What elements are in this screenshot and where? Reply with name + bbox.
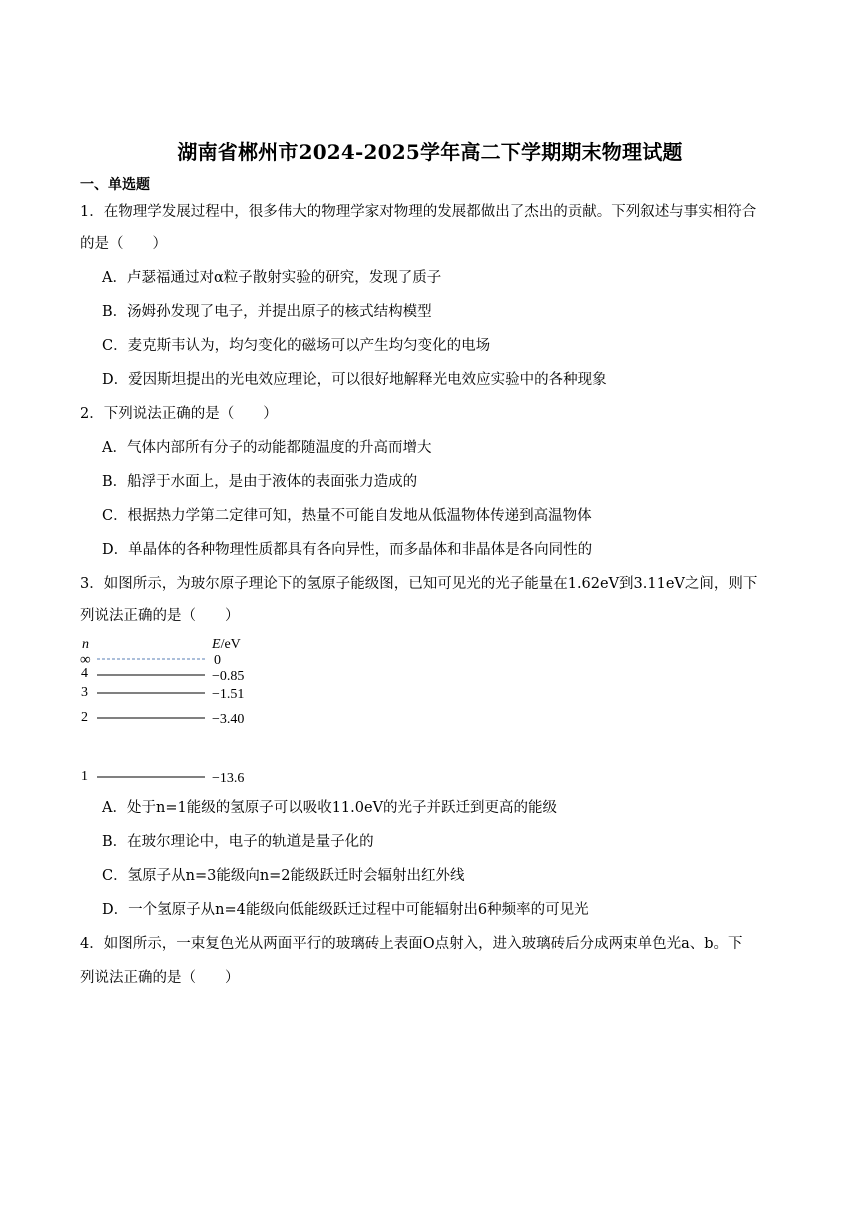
option-text: 卢瑟福通过对α粒子散射实验的研究，发现了质子: [126, 270, 442, 286]
level-1-n: 1: [81, 769, 88, 784]
energy-unit: /eV: [220, 637, 241, 652]
option-text: 氢原子从n=3能级向n=2能级跃迁时会辐射出红外线: [127, 868, 465, 884]
question-1-option-d: [102, 370, 607, 390]
question-2-stem-line-1: 2．下列说法正确的是（ ）: [80, 406, 278, 422]
option-letter: C．: [102, 338, 128, 354]
question-3-stem-line-2: 列说法正确的是（ ）: [80, 608, 240, 624]
question-2-option-b: [102, 472, 417, 492]
option-letter: C．: [102, 508, 128, 524]
level-3-n: 3: [81, 685, 88, 700]
level-inf-energy: 0: [214, 653, 221, 668]
option-letter: D．: [102, 542, 129, 558]
option-letter: A．: [102, 270, 127, 286]
question-4-stem-line-2: 列说法正确的是（ ）: [80, 970, 240, 986]
n-axis-label: n: [82, 637, 89, 652]
energy-level-diagram: [72, 634, 282, 786]
question-3-option-c: [102, 866, 465, 886]
level-2-energy: −3.40: [212, 712, 245, 727]
option-letter: B．: [102, 304, 128, 320]
question-3-option-b: [102, 832, 374, 852]
page-title: 湖南省郴州市2024-2025学年高二下学期期末物理试题: [177, 140, 683, 164]
option-text: 爱因斯坦提出的光电效应理论，可以很好地解释光电效应实验中的各种现象: [128, 372, 607, 388]
level-1-energy: −13.6: [212, 771, 245, 786]
option-letter: A．: [102, 440, 127, 456]
option-text: 汤姆孙发现了电子，并提出原子的核式结构模型: [127, 304, 432, 320]
option-text: 单晶体的各种物理性质都具有各向异性，而多晶体和非晶体是各向同性的: [128, 542, 593, 558]
question-4-stem-line-1: 4．如图所示，一束复色光从两面平行的玻璃砖上表面O点射入，进入玻璃砖后分成两束单色光a、b。下: [80, 936, 743, 952]
question-2-option-d: [102, 540, 592, 560]
question-1-option-c: [102, 336, 490, 356]
section-heading: 一、单选题: [80, 177, 150, 193]
question-1-stem-line-2: 的是（ ）: [80, 236, 167, 252]
level-inf-n: ∞: [80, 652, 91, 668]
level-2-n: 2: [81, 710, 88, 725]
energy-axis-label: [211, 637, 241, 652]
option-text: 在玻尔理论中，电子的轨道是量子化的: [127, 834, 374, 850]
question-3-stem-line-1: 3．如图所示，为玻尔原子理论下的氢原子能级图，已知可见光的光子能量在1.62eV到3.11eV之间，则下: [80, 576, 758, 592]
energy-symbol: E: [212, 637, 221, 652]
option-letter: B．: [102, 834, 128, 850]
question-1-option-a: [102, 268, 441, 288]
option-letter: A．: [102, 800, 127, 816]
option-letter: D．: [102, 902, 129, 918]
level-4-n: 4: [81, 666, 88, 681]
option-text: 根据热力学第二定律可知，热量不可能自发地从低温物体传递到高温物体: [127, 508, 592, 524]
option-letter: D．: [102, 372, 129, 388]
option-text: 麦克斯韦认为，均匀变化的磁场可以产生均匀变化的电场: [127, 338, 491, 354]
question-3-option-d: [102, 900, 589, 920]
option-text: 一个氢原子从n=4能级向低能级跃迁过程中可能辐射出6种频率的可见光: [128, 902, 589, 918]
question-1-option-b: [102, 302, 432, 322]
option-text: 处于n=1能级的氢原子可以吸收11.0eV的光子并跃迁到更高的能级: [126, 800, 558, 816]
question-2-option-c: [102, 506, 592, 526]
option-letter: B．: [102, 474, 128, 490]
question-1-stem-line-1: 1．在物理学发展过程中，很多伟大的物理学家对物理的发展都做出了杰出的贡献。下列叙述与事实相符合: [80, 204, 757, 220]
question-2-option-a: [102, 438, 431, 458]
level-4-energy: −0.85: [212, 669, 245, 684]
option-letter: C．: [102, 868, 128, 884]
option-text: 气体内部所有分子的动能都随温度的升高而增大: [126, 440, 432, 456]
question-3-option-a: [102, 798, 557, 818]
level-3-energy: −1.51: [212, 687, 245, 702]
option-text: 船浮于水面上，是由于液体的表面张力造成的: [127, 474, 418, 490]
